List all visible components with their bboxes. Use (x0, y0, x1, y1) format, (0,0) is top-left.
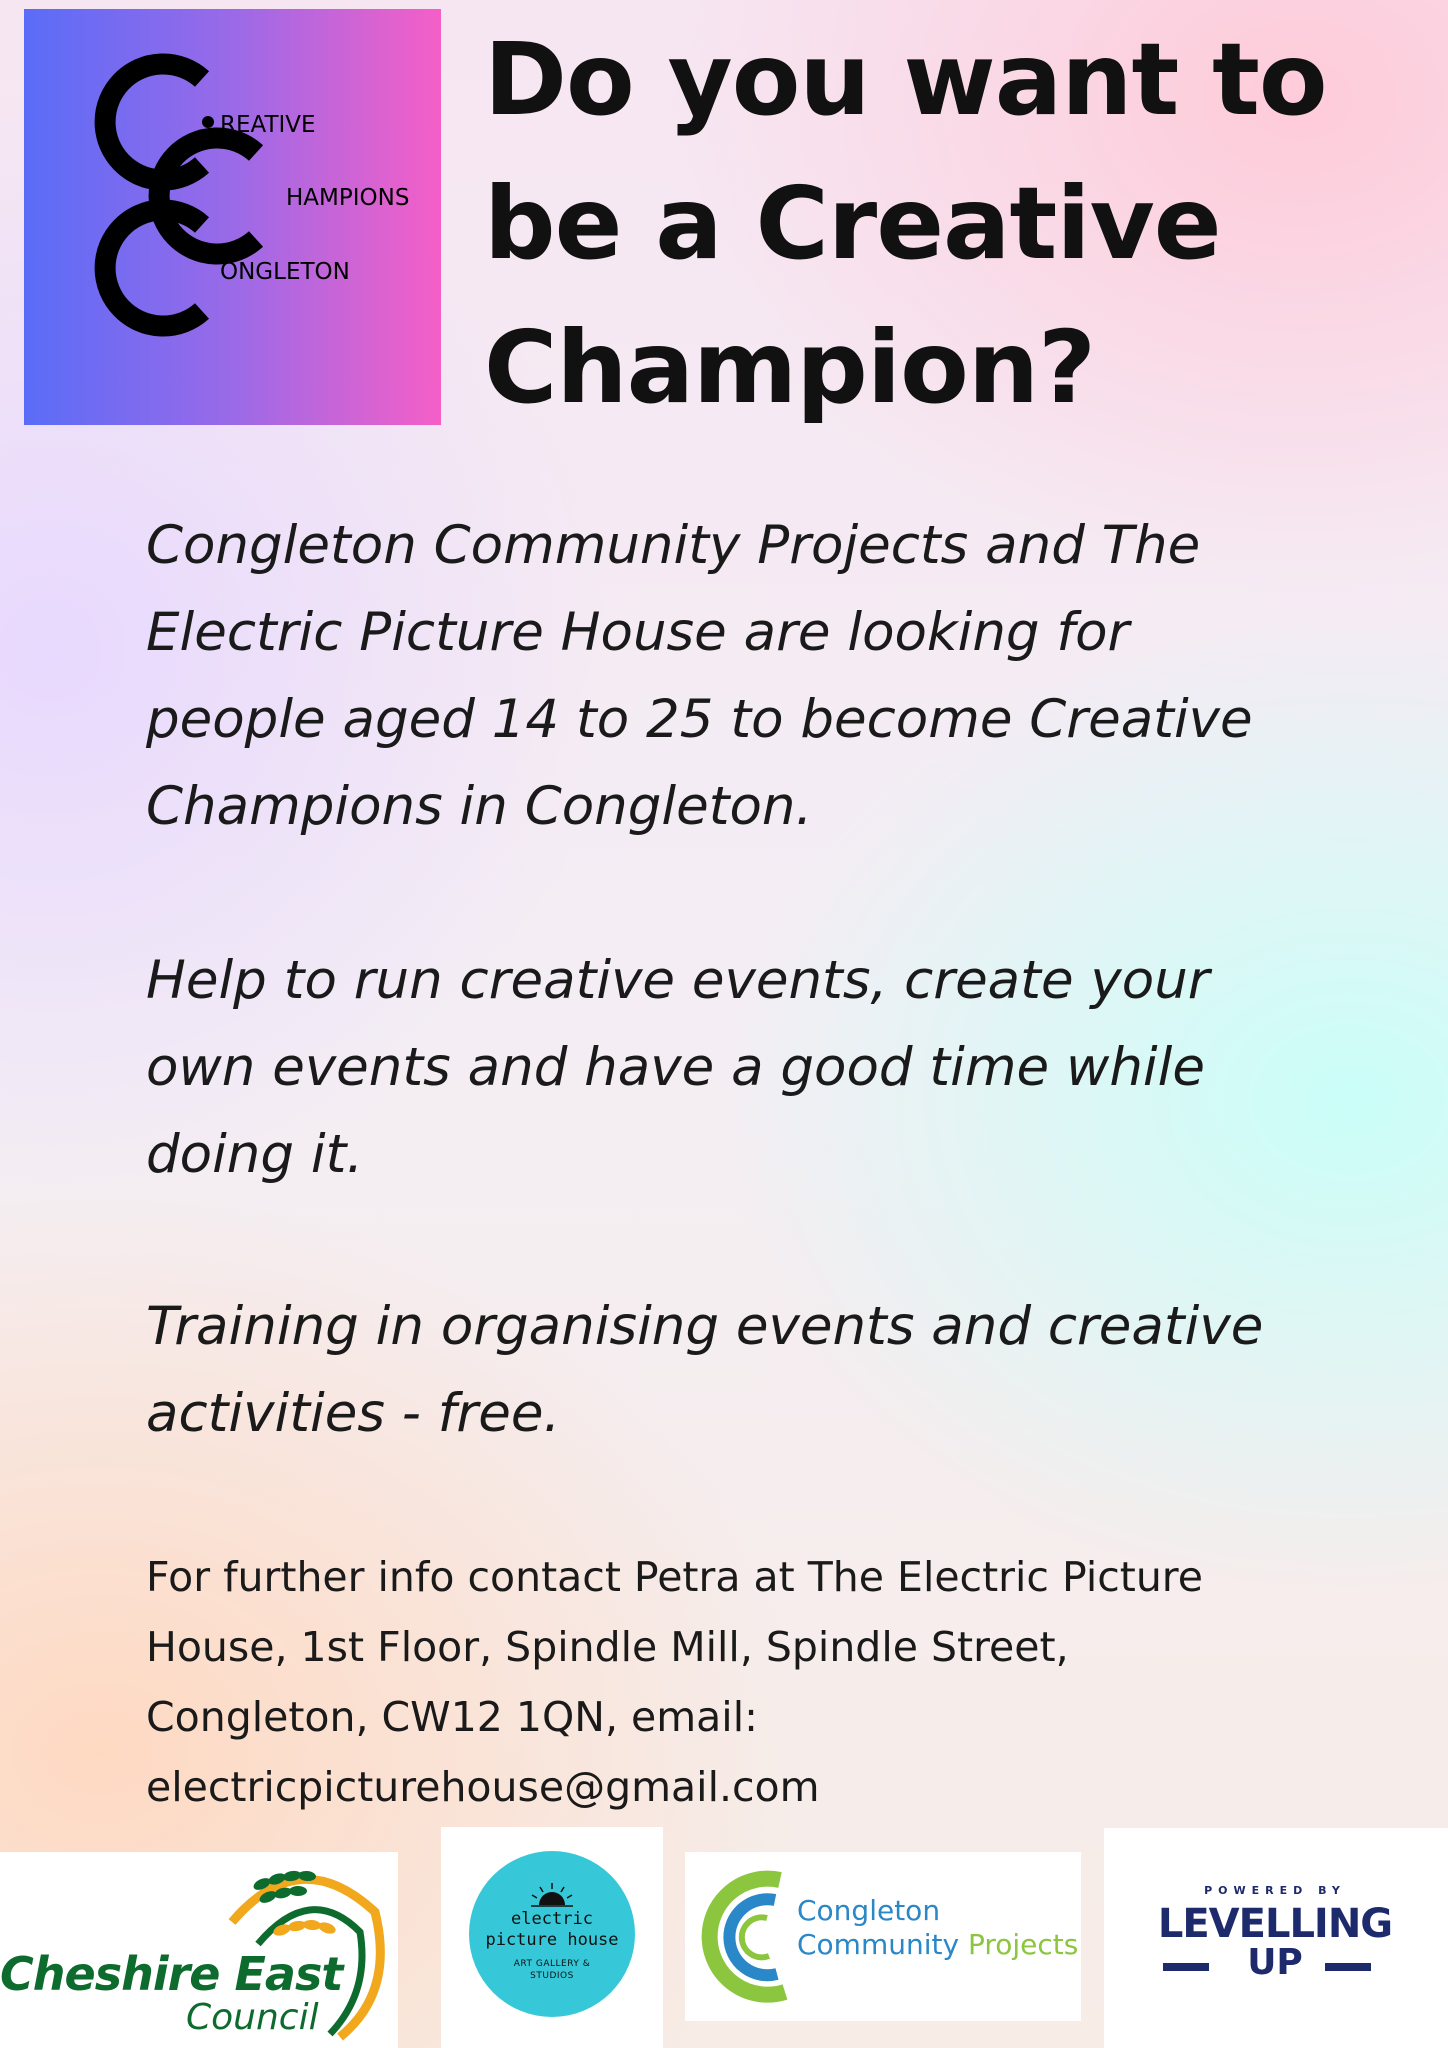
title-line-3: Champion? (484, 309, 1096, 426)
intro-line: Congleton Community Projects and The (146, 515, 1201, 576)
levelling-title: LEVELLING (1157, 1901, 1393, 1947)
contact-info (146, 1542, 1326, 1822)
contact-email[interactable]: electricpicturehouse@gmail.com (146, 1763, 820, 1811)
help-line: own events and have a good time while (146, 1037, 1205, 1098)
levelling-powered-by: POWERED BY (1204, 1884, 1346, 1897)
title-line-1: Do you want to (484, 21, 1327, 138)
cheshire-east-name: Cheshire East (0, 1947, 343, 2001)
ccp-swirl-icon (685, 1852, 795, 2021)
epc-circle (469, 1851, 635, 2017)
logo-dot (202, 116, 214, 128)
page-title (484, 8, 1424, 440)
epc-line-4: STUDIOS (530, 1971, 574, 1981)
electric-picture-house-logo (441, 1827, 663, 2048)
help-line: Help to run creative events, create your (146, 950, 1210, 1011)
levelling-bar-right (1325, 1963, 1371, 1971)
cheshire-east-logo (0, 1852, 398, 2048)
contact-line: For further info contact Petra at The Electric Picture (146, 1553, 1203, 1601)
epc-line-2: picture house (485, 1930, 619, 1950)
logo-text-creative: REATIVE (220, 112, 316, 138)
training-line: Training in organising events and creative (146, 1296, 1264, 1357)
intro-line: people aged 14 to 25 to become Creative (146, 689, 1253, 750)
epc-line-1: electric (511, 1909, 593, 1929)
intro-line: Electric Picture House are looking for (146, 602, 1130, 663)
logo-c-middle (159, 138, 256, 254)
creative-champions-logo (24, 9, 441, 425)
training-line: activities - free. (146, 1383, 561, 1444)
help-line: doing it. (146, 1124, 364, 1185)
intro-line: Champions in Congleton. (146, 776, 813, 837)
contact-line: Congleton, CW12 1QN, email: (146, 1693, 758, 1741)
intro-paragraph (146, 502, 1326, 850)
help-paragraph (146, 937, 1326, 1198)
logo-text-champions: HAMPIONS (286, 185, 410, 211)
epc-line-3: ART GALLERY & (513, 1959, 591, 1969)
ccp-projects: Projects (967, 1928, 1079, 1961)
congleton-community-projects-logo (685, 1852, 1081, 2021)
title-line-2: be a Creative (484, 165, 1221, 282)
ccc-logo-graphic (24, 9, 441, 425)
levelling-up-logo (1104, 1828, 1448, 2048)
levelling-up-text: UP (1247, 1942, 1303, 1983)
cheshire-east-council: Council (186, 1997, 319, 2038)
logo-c-bottom (105, 210, 202, 326)
ccp-community: Community (797, 1928, 960, 1961)
sunrise-icon (469, 1851, 635, 1911)
ccp-line-1: Congleton (797, 1894, 941, 1927)
ccp-line-2 (797, 1928, 1078, 1961)
training-paragraph (146, 1283, 1326, 1457)
logo-text-congleton: ONGLETON (220, 259, 350, 285)
contact-line: House, 1st Floor, Spindle Mill, Spindle Street, (146, 1623, 1069, 1671)
logo-c-top (105, 64, 202, 180)
